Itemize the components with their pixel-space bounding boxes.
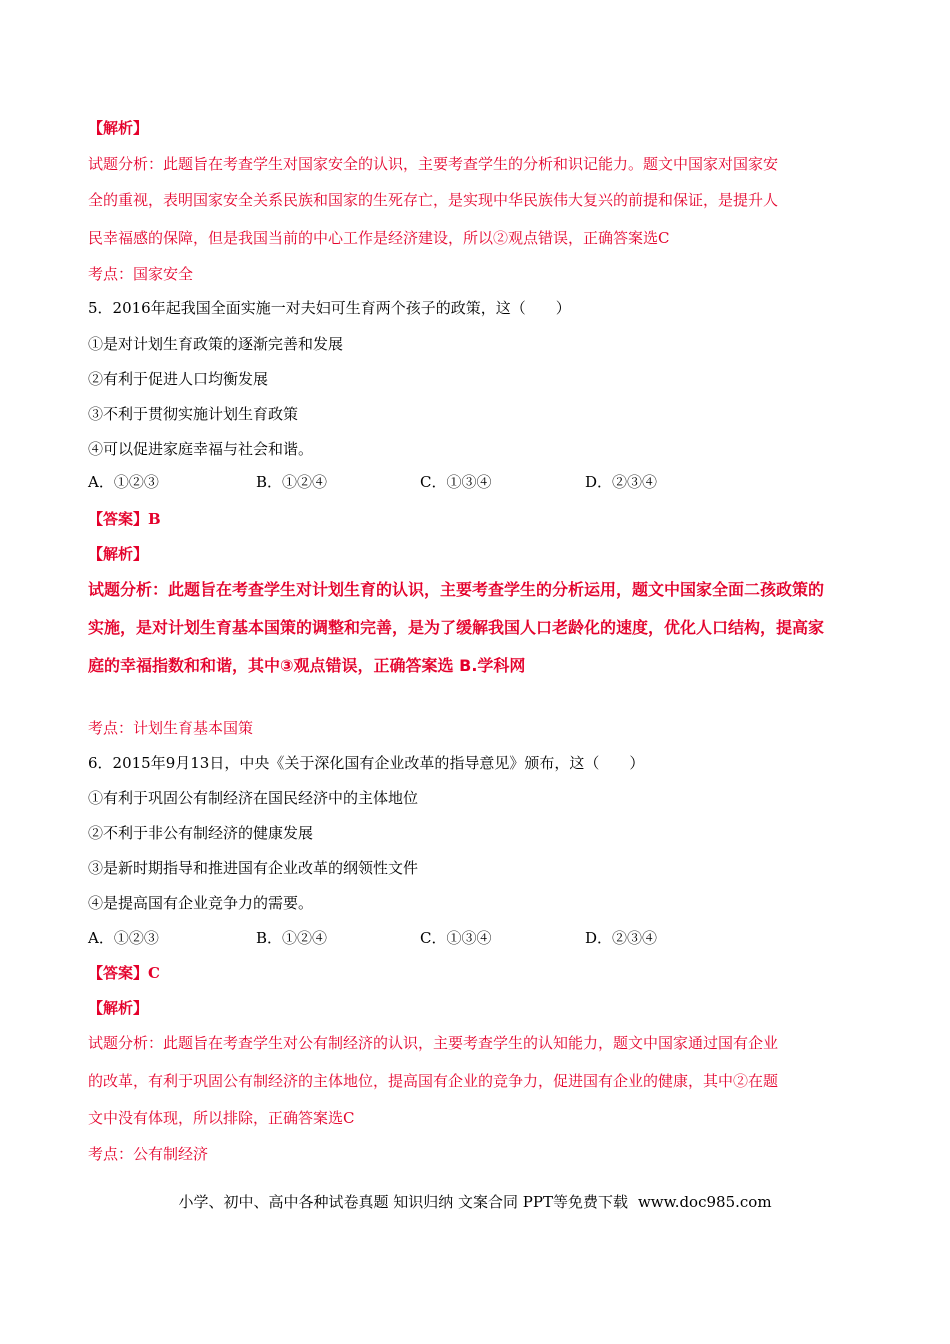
q5-analysis-line-1: 试题分析：此题旨在考查学生对计划生育的认识，主要考查学生的分析运用，题文中国家全面二孩政策的: [88, 580, 825, 599]
q6-analysis-line-1: 试题分析：此题旨在考查学生对公有制经济的认识，主要考查学生的认知能力，题文中国家通过国有企业: [88, 1034, 779, 1052]
q6-statement-2: ②不利于非公有制经济的健康发展: [88, 824, 314, 842]
q6-stem: 6．2015年9月13日，中央《关于深化国有企业改革的指导意见》颁布，这（ ）: [88, 754, 645, 772]
q5-statement-4: ④可以促进家庭幸福与社会和谐。: [88, 440, 314, 458]
q5-statement-3: ③不利于贯彻实施计划生育政策: [88, 405, 299, 423]
q6-option-d: D．②③④: [585, 929, 658, 947]
q6-statement-1: ①有利于巩固公有制经济在国民经济中的主体地位: [88, 789, 419, 807]
q6-option-c: C．①③④: [420, 929, 492, 947]
q6-statement-3: ③是新时期指导和推进国有企业改革的纲领性文件: [88, 859, 419, 877]
q6-statement-4: ④是提高国有企业竞争力的需要。: [88, 894, 314, 912]
q5-statement-2: ②有利于促进人口均衡发展: [88, 370, 269, 388]
footer-text: 小学、初中、高中各种试卷真题 知识归纳 文案合同 PPT等免费下载: [178, 1193, 628, 1211]
q5-analysis-line-3: 庭的幸福指数和和谐，其中③观点错误，正确答案选 B.学科网: [88, 656, 526, 675]
q5-statement-1: ①是对计划生育政策的逐渐完善和发展: [88, 335, 344, 353]
q4-analysis-line-3: 民幸福感的保障，但是我国当前的中心工作是经济建设，所以②观点错误，正确答案选C: [88, 229, 670, 247]
q6-option-a: A．①②③: [88, 929, 159, 947]
q5-option-a: A．①②③: [88, 473, 159, 491]
q5-analysis-line-2: 实施，是对计划生育基本国策的调整和完善，是为了缓解我国人口老龄化的速度，优化人口结构，提高家: [88, 618, 825, 637]
q4-kaodian: 考点：国家安全: [88, 265, 194, 283]
q5-option-b: B．①②④: [256, 473, 328, 491]
q5-option-c: C．①③④: [420, 473, 492, 491]
q4-analysis-line-2: 全的重视，表明国家安全关系民族和国家的生死存亡，是实现中华民族伟大复兴的前提和保证，是提升人: [88, 191, 779, 209]
q6-answer: 【答案】C: [88, 964, 160, 982]
q5-stem: 5．2016年起我国全面实施一对夫妇可生育两个孩子的政策，这（ ）: [88, 299, 571, 317]
q4-analysis-label: 【解析】: [88, 119, 149, 137]
q5-kaodian: 考点：计划生育基本国策: [88, 719, 254, 737]
page-footer: [0, 1192, 950, 1212]
q6-analysis-line-3: 文中没有体现，所以排除，正确答案选C: [88, 1109, 355, 1127]
q6-analysis-label: 【解析】: [88, 999, 149, 1017]
q6-kaodian: 考点：公有制经济: [88, 1145, 209, 1163]
q4-analysis-line-1: 试题分析：此题旨在考查学生对国家安全的认识，主要考查学生的分析和识记能力。题文中国家对国家安: [88, 155, 779, 173]
q5-option-d: D．②③④: [585, 473, 658, 491]
footer-url[interactable]: www.doc985.com: [637, 1193, 772, 1211]
q6-option-b: B．①②④: [256, 929, 328, 947]
q6-analysis-line-2: 的改革，有利于巩固公有制经济的主体地位，提高国有企业的竞争力，促进国有企业的健康，其中②在题: [88, 1072, 779, 1090]
q5-analysis-label: 【解析】: [88, 545, 149, 563]
q5-answer: 【答案】B: [88, 510, 161, 528]
